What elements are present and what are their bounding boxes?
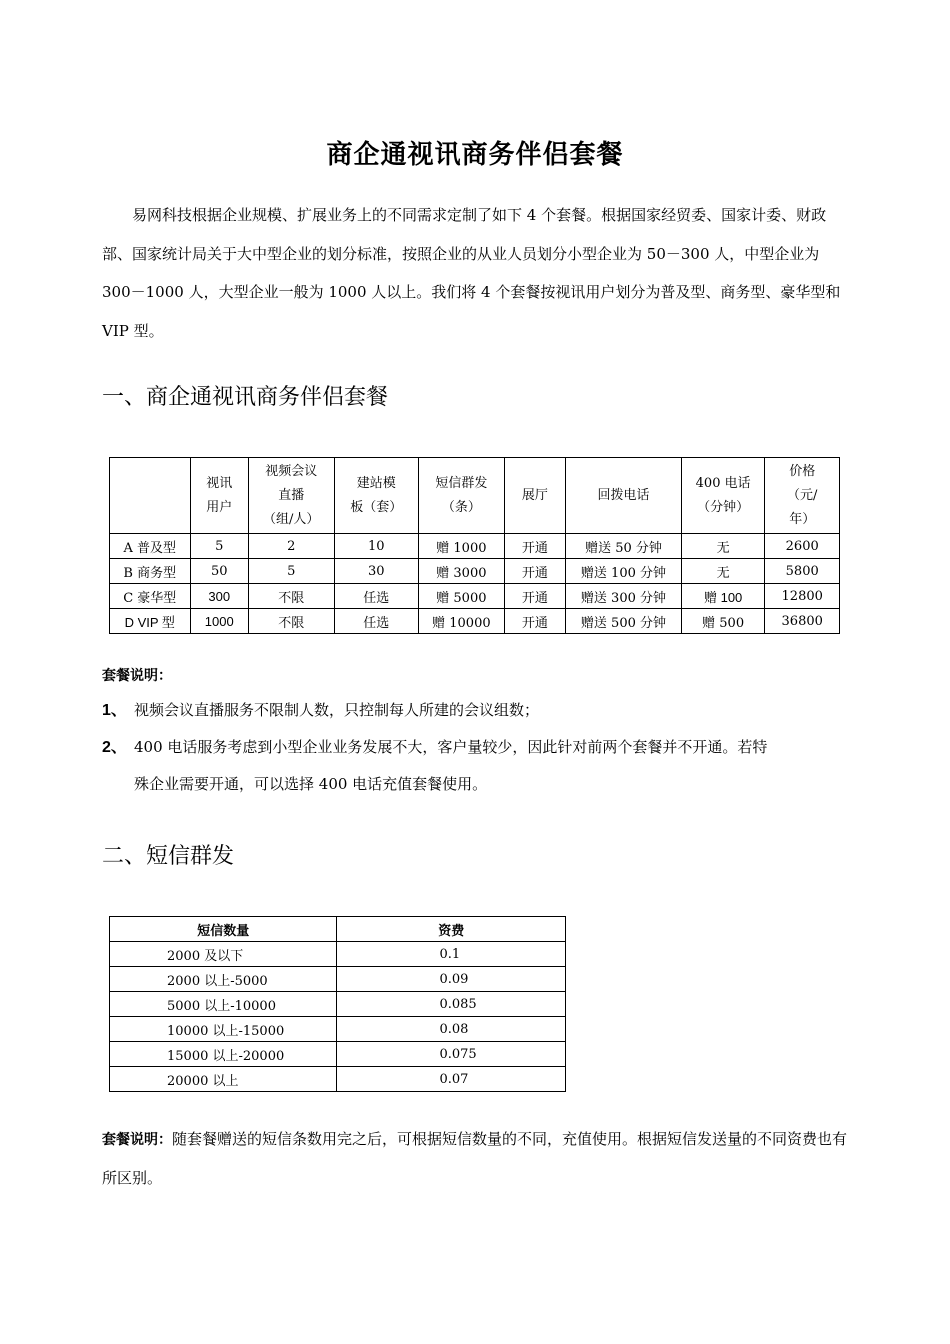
header-cell [566, 458, 682, 534]
cell: 0.1 [337, 942, 566, 967]
sms-note [102, 1120, 850, 1197]
cell: 赠送 100 分钟 [566, 559, 682, 584]
header-label: 回拨电话 [597, 487, 650, 503]
header-cell [765, 458, 840, 534]
header-cell [190, 458, 248, 534]
header-cell [334, 458, 419, 534]
sms-price-table [109, 916, 566, 1092]
cell: 赠 10000 [419, 609, 505, 634]
header-cell [248, 458, 334, 534]
table-row [110, 559, 840, 584]
sms-note-label: 套餐说明： [102, 1132, 172, 1148]
note-item [102, 692, 850, 729]
cell: 2600 [765, 534, 840, 559]
cell: 5 [190, 534, 248, 559]
header-label: 视频会议 直播 （组/人） [263, 463, 320, 527]
cell: 0.075 [337, 1042, 566, 1067]
header-cell: 短信数量 [110, 917, 337, 942]
cell: 无 [681, 534, 765, 559]
header-cell [504, 458, 565, 534]
note-item [102, 729, 850, 803]
sms-note-text: 随套餐赠送的短信条数用完之后，可根据短信数量的不同，充值使用。根据短信发送量的不同资费也有所区别。 [102, 1130, 848, 1187]
header-label: 400 电话 （分钟） [695, 475, 751, 515]
table-row [110, 534, 840, 559]
cell: 任选 [334, 584, 419, 609]
cell: 赠 1000 [419, 534, 505, 559]
cell: 0.08 [337, 1017, 566, 1042]
cell: 0.09 [337, 967, 566, 992]
cell: 10000 以上-15000 [110, 1017, 337, 1042]
cell: 赠 5000 [419, 584, 505, 609]
table-row [110, 967, 566, 992]
cell: 开通 [504, 584, 565, 609]
cell: 5 [248, 559, 334, 584]
section2-heading: 二、短信群发 [102, 844, 235, 869]
cell: 开通 [504, 609, 565, 634]
note-number: 2、 [102, 739, 127, 756]
cell: 12800 [765, 584, 840, 609]
table-row [110, 1017, 566, 1042]
header-cell [419, 458, 505, 534]
table-row [110, 1042, 566, 1067]
cell: 1000 [190, 609, 248, 634]
table-row [110, 1067, 566, 1092]
cell: 0.085 [337, 992, 566, 1017]
cell: 赠 500 [681, 609, 765, 634]
cell: 赠送 500 分钟 [566, 609, 682, 634]
table-row [110, 609, 840, 634]
cell: 赠送 300 分钟 [566, 584, 682, 609]
cell: 10 [334, 534, 419, 559]
cell: 赠送 50 分钟 [566, 534, 682, 559]
package-table [109, 457, 840, 634]
cell: 36800 [765, 609, 840, 634]
header-label: 视讯 用户 [206, 475, 233, 515]
cell: A 普及型 [110, 534, 191, 559]
cell: 不限 [248, 609, 334, 634]
cell: 赠 100 [681, 584, 765, 609]
header-label: 短信群发 （条） [435, 475, 488, 515]
header-label: 展厅 [521, 487, 548, 503]
intro-paragraph: 易网科技根据企业规模、扩展业务上的不同需求定制了如下 4 个套餐。根据国家经贸委、国家计委、财政部、国家统计局关于大中型企业的划分标准，按照企业的从业人员划分小型企业为 50－300 人，中型企业为 300－1000 人，大型企业一般为 1000 人以上。我们将 4 个套餐按视讯用户划分为普及型、商务型、豪华型和 VIP 型。 [102, 206, 841, 340]
cell: 开通 [504, 534, 565, 559]
header-cell [110, 458, 191, 534]
cell: 20000 以上 [110, 1067, 337, 1092]
cell: 0.07 [337, 1067, 566, 1092]
cell: 开通 [504, 559, 565, 584]
table-row [110, 584, 840, 609]
cell: 2000 以上-5000 [110, 967, 337, 992]
header-cell [681, 458, 765, 534]
sms-table-header [110, 917, 566, 942]
cell: 300 [190, 584, 248, 609]
cell: 任选 [334, 609, 419, 634]
header-label: 价格 （元/ 年） [787, 463, 818, 527]
cell: B 商务型 [110, 559, 191, 584]
cell: 15000 以上-20000 [110, 1042, 337, 1067]
package-table-header [110, 458, 840, 534]
cell: 2000 及以下 [110, 942, 337, 967]
cell: C 豪华型 [110, 584, 191, 609]
note-number: 1、 [102, 702, 127, 719]
header-label: 建站模 板（套） [350, 475, 403, 515]
page-title: 商企通视讯商务伴侣套餐 [326, 140, 624, 170]
table-row [110, 942, 566, 967]
cell: 50 [190, 559, 248, 584]
cell: D VIP 型 [110, 609, 191, 634]
cell: 5800 [765, 559, 840, 584]
notes-title: 套餐说明： [102, 668, 172, 684]
cell: 30 [334, 559, 419, 584]
note-text: 视频会议直播服务不限制人数，只控制每人所建的会议组数； [134, 701, 540, 719]
note-text: 400 电话服务考虑到小型企业业务发展不大，客户量较少，因此针对前两个套餐并不开通。若特 [134, 738, 768, 756]
section1-heading: 一、商企通视讯商务伴侣套餐 [102, 385, 389, 410]
cell: 5000 以上-10000 [110, 992, 337, 1017]
table-row [110, 992, 566, 1017]
note-text-continued: 殊企业需要开通，可以选择 400 电话充值套餐使用。 [134, 775, 488, 793]
cell: 无 [681, 559, 765, 584]
cell: 不限 [248, 584, 334, 609]
header-cell: 资费 [337, 917, 566, 942]
cell: 2 [248, 534, 334, 559]
cell: 赠 3000 [419, 559, 505, 584]
